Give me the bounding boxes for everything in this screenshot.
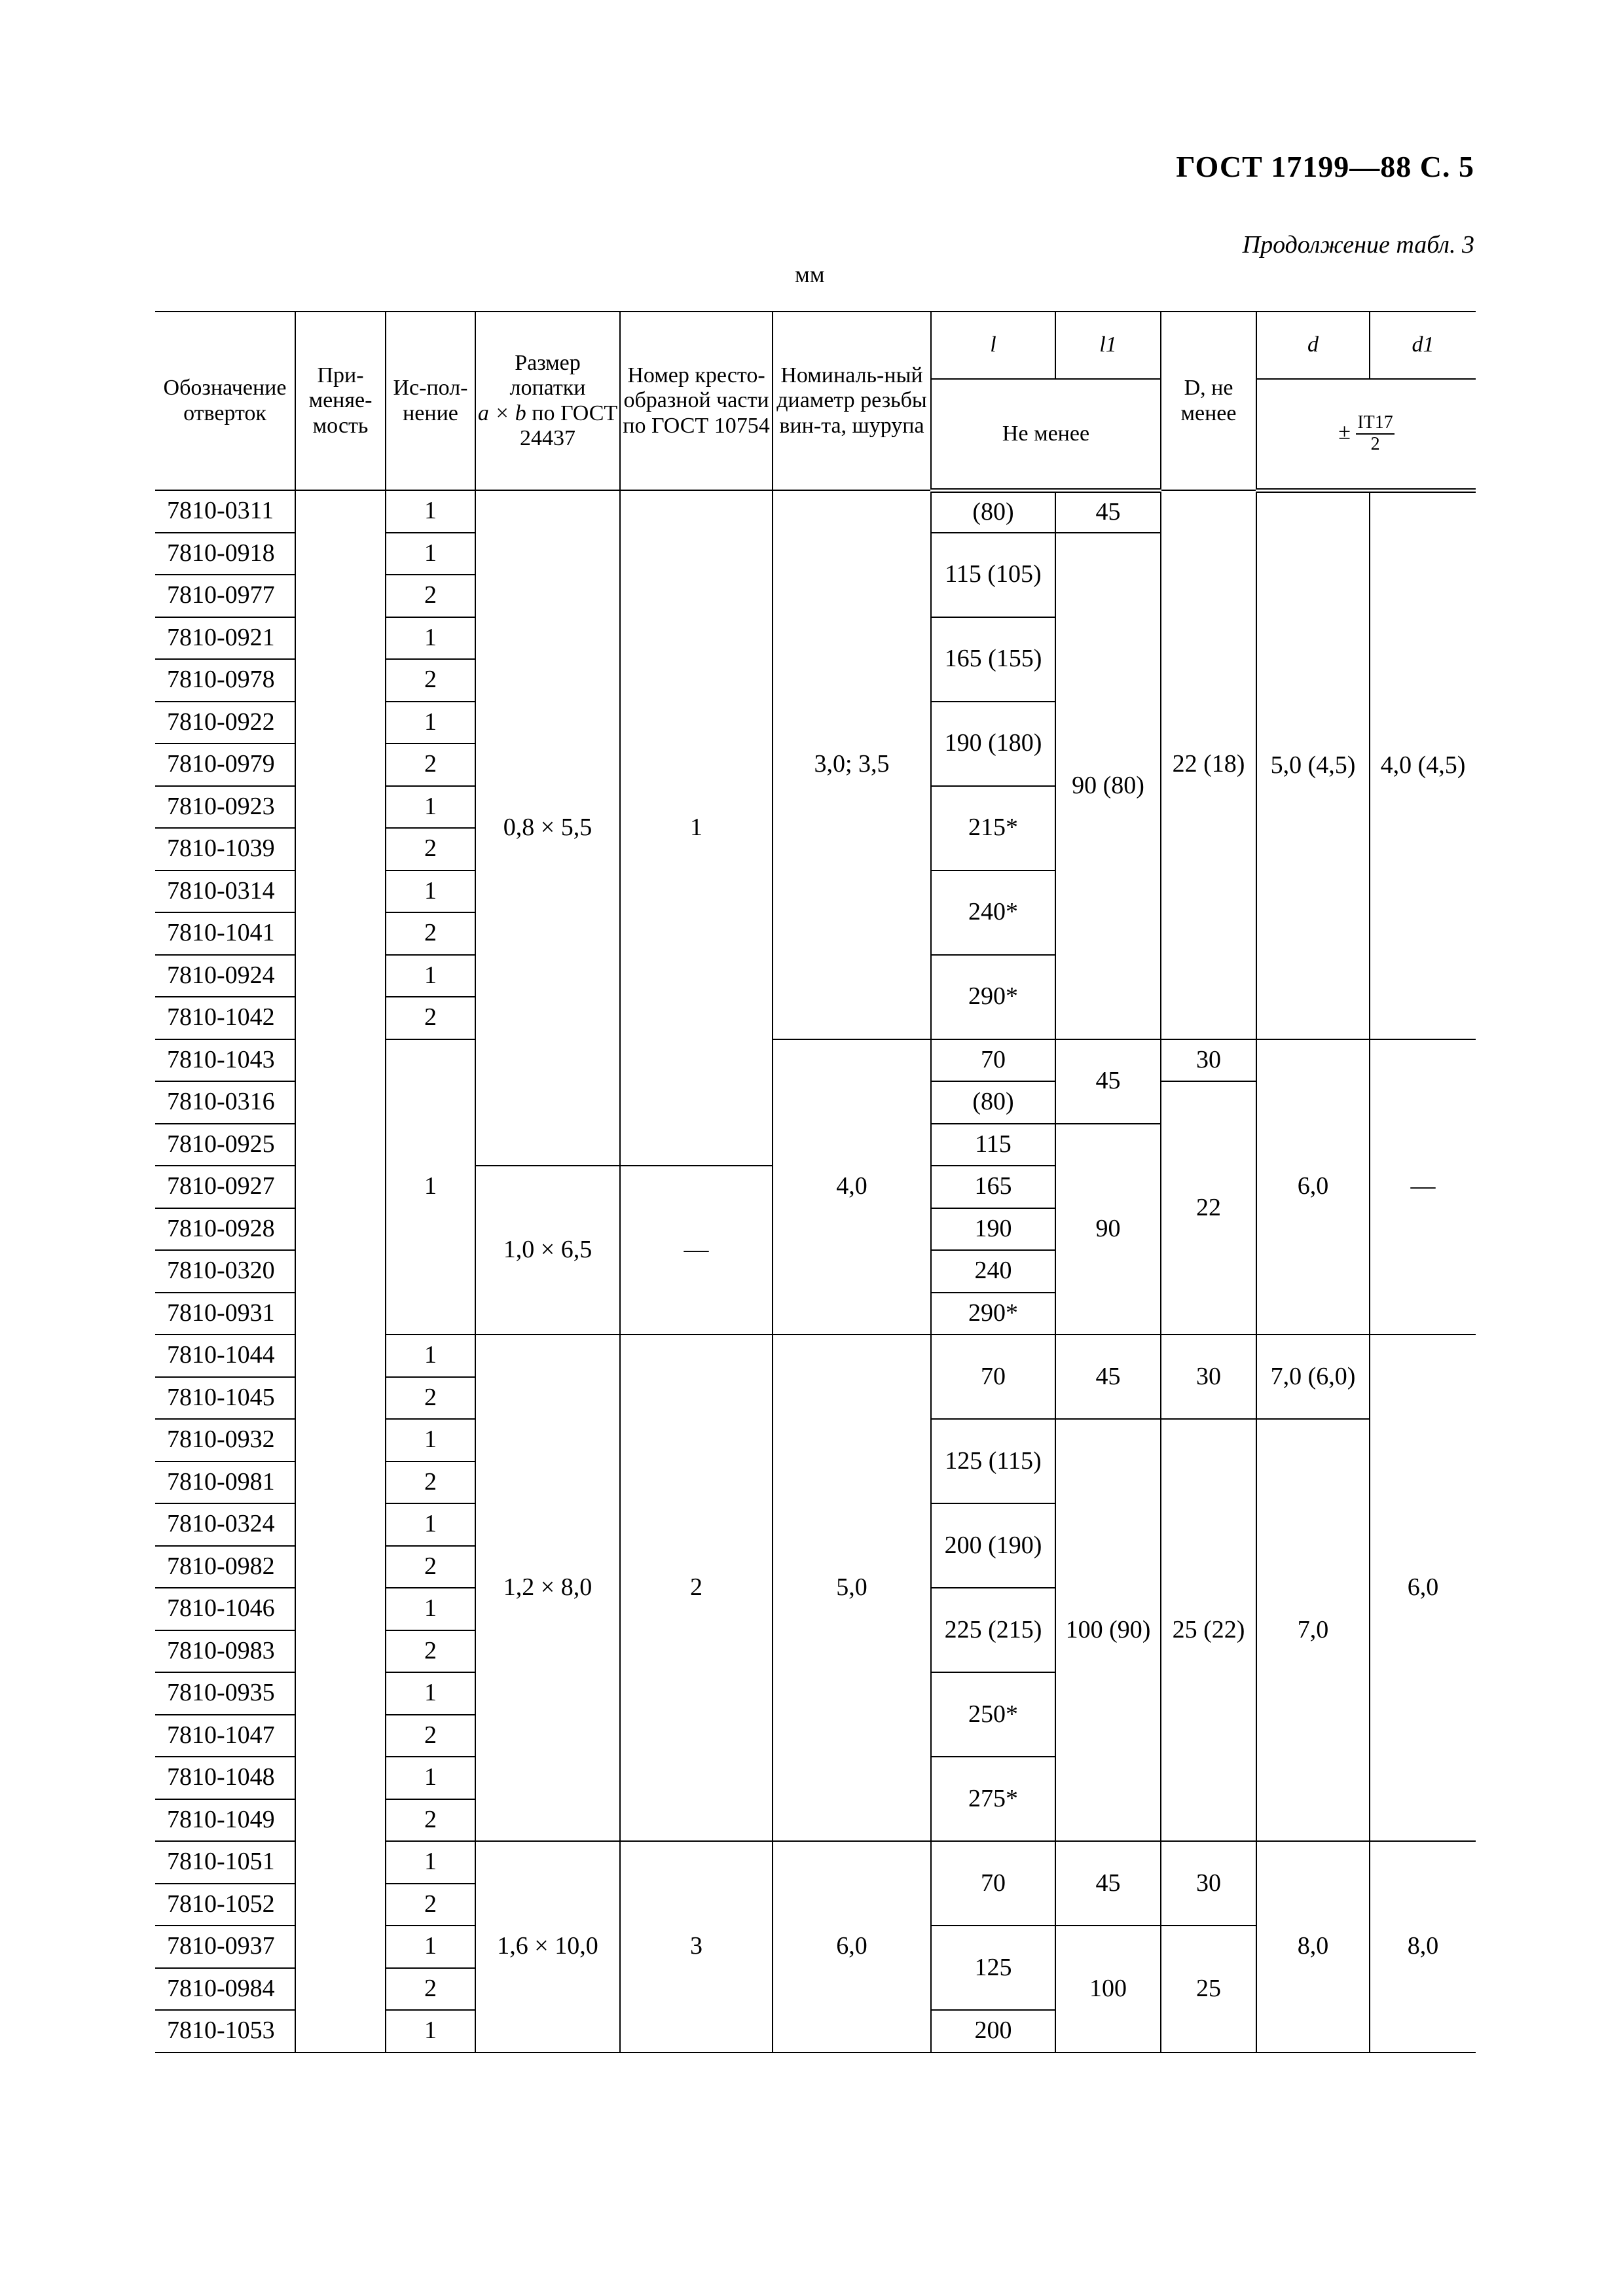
designation-cell: 7810-1053 <box>155 2010 295 2053</box>
table-continuation-label: Продолжение табл. 3 <box>1242 231 1474 259</box>
version-cell: 1 <box>386 1672 475 1715</box>
l-cell: 275* <box>931 1757 1055 1841</box>
version-cell: 2 <box>386 997 475 1039</box>
version-cell: 1 <box>386 617 475 660</box>
D-cell: 30 <box>1161 1335 1256 1419</box>
version-cell: 1 <box>386 1841 475 1884</box>
designation-cell: 7810-0928 <box>155 1208 295 1251</box>
header-blade-size-formula: a × b <box>477 401 526 425</box>
d1-cell: 4,0 (4,5) <box>1370 490 1476 1039</box>
designation-cell: 7810-1047 <box>155 1715 295 1757</box>
version-cell: 1 <box>386 870 475 913</box>
version-cell: 1 <box>386 533 475 575</box>
l-cell: 125 (115) <box>931 1419 1055 1503</box>
thread-diameter-cell: 3,0; 3,5 <box>773 490 931 1039</box>
header-l1: l1 <box>1055 312 1161 379</box>
l-cell: 240 <box>931 1250 1055 1293</box>
designation-cell: 7810-1045 <box>155 1377 295 1420</box>
header-blade-size-standard: по ГОСТ 24437 <box>520 401 618 450</box>
D-cell: 25 <box>1161 1926 1256 2053</box>
unit-label: мм <box>795 261 825 287</box>
designation-cell: 7810-0918 <box>155 533 295 575</box>
tolerance-denominator: 2 <box>1370 433 1380 454</box>
version-cell: 1 <box>386 702 475 744</box>
l-cell: 70 <box>931 1841 1055 1926</box>
cross-number-cell: 3 <box>620 1841 773 2053</box>
l-cell: 200 (190) <box>931 1503 1055 1588</box>
version-cell: 2 <box>386 1715 475 1757</box>
designation-cell: 7810-0921 <box>155 617 295 660</box>
blade-size-cell: 1,6 × 10,0 <box>475 1841 620 2053</box>
version-cell: 2 <box>386 1968 475 2011</box>
designation-cell: 7810-0931 <box>155 1293 295 1335</box>
version-cell: 1 <box>386 1503 475 1546</box>
designation-cell: 7810-1049 <box>155 1799 295 1842</box>
designation-cell: 7810-0982 <box>155 1546 295 1588</box>
version-cell: 2 <box>386 1546 475 1588</box>
header-not-less: Не менее <box>931 379 1161 490</box>
D-cell: 22 (18) <box>1161 490 1256 1039</box>
l-cell: 165 (155) <box>931 617 1055 702</box>
header-applicability: При-меняе-мость <box>295 312 386 490</box>
thread-diameter-cell: 5,0 <box>773 1335 931 1841</box>
l-cell: 290* <box>931 955 1055 1039</box>
designation-cell: 7810-1046 <box>155 1588 295 1630</box>
designation-cell: 7810-0922 <box>155 702 295 744</box>
designation-cell: 7810-1048 <box>155 1757 295 1799</box>
header-version: Ис-пол-нение <box>386 312 475 490</box>
designation-cell: 7810-0983 <box>155 1630 295 1673</box>
l1-cell: 90 <box>1055 1124 1161 1335</box>
designation-cell: 7810-0935 <box>155 1672 295 1715</box>
l1-cell: 45 <box>1055 1335 1161 1419</box>
D-cell: 25 (22) <box>1161 1419 1256 1841</box>
designation-cell: 7810-0311 <box>155 490 295 533</box>
l-cell: 240* <box>931 870 1055 955</box>
designation-cell: 7810-1039 <box>155 828 295 870</box>
header-l: l <box>931 312 1055 379</box>
l-cell: 125 <box>931 1926 1055 2010</box>
designation-cell: 7810-1041 <box>155 912 295 955</box>
l1-cell: 100 (90) <box>1055 1419 1161 1841</box>
version-cell: 1 <box>386 1419 475 1462</box>
designation-cell: 7810-1051 <box>155 1841 295 1884</box>
header-d1: d1 <box>1370 312 1476 379</box>
blade-size-cell: 1,2 × 8,0 <box>475 1335 620 1841</box>
d-cell: 7,0 (6,0) <box>1256 1335 1370 1419</box>
l1-cell: 45 <box>1055 1039 1161 1124</box>
designation-cell: 7810-0316 <box>155 1081 295 1124</box>
d1-cell: 6,0 <box>1370 1335 1476 1841</box>
designation-cell: 7810-0981 <box>155 1462 295 1504</box>
version-cell: 1 <box>386 1926 475 1968</box>
l-cell: 70 <box>931 1039 1055 1082</box>
l-cell: 165 <box>931 1166 1055 1208</box>
l1-cell: 100 <box>1055 1926 1161 2053</box>
tolerance-numerator: IT17 <box>1356 413 1394 435</box>
d1-cell: — <box>1370 1039 1476 1335</box>
cross-number-cell: 1 <box>620 490 773 1166</box>
d-cell: 6,0 <box>1256 1039 1370 1335</box>
version-cell: 2 <box>386 575 475 617</box>
version-cell: 2 <box>386 744 475 786</box>
thread-diameter-cell: 4,0 <box>773 1039 931 1335</box>
l-cell: 190 (180) <box>931 702 1055 786</box>
header-cross-number: Номер кресто-образной части по ГОСТ 10754 <box>620 312 773 490</box>
l1-cell: 45 <box>1055 1841 1161 1926</box>
version-cell: 1 <box>386 2010 475 2053</box>
designation-cell: 7810-1043 <box>155 1039 295 1082</box>
d-cell: 7,0 <box>1256 1419 1370 1841</box>
designation-cell: 7810-0937 <box>155 1926 295 1968</box>
l-cell: 250* <box>931 1672 1055 1757</box>
header-D: D, не менее <box>1161 312 1256 490</box>
header-thread-diameter: Номиналь-ный диаметр резьбы вин-та, шурупа <box>773 312 931 490</box>
d-cell: 8,0 <box>1256 1841 1370 2053</box>
l-cell: 115 (105) <box>931 533 1055 617</box>
applicability-cell <box>295 490 386 2053</box>
cross-number-cell: 2 <box>620 1335 773 1841</box>
l-cell: 190 <box>931 1208 1055 1251</box>
l-cell: 115 <box>931 1124 1055 1166</box>
designation-cell: 7810-0324 <box>155 1503 295 1546</box>
l-cell: 290* <box>931 1293 1055 1335</box>
designation-cell: 7810-0984 <box>155 1968 295 2011</box>
D-cell: 22 <box>1161 1081 1256 1335</box>
header-tolerance <box>1256 379 1476 490</box>
header-blade-size-line1: Размер лопатки <box>509 351 586 401</box>
version-cell: 1 <box>386 1039 475 1335</box>
header-blade-size <box>475 312 620 490</box>
l-cell: 200 <box>931 2010 1055 2053</box>
version-cell: 1 <box>386 1588 475 1630</box>
l1-cell: 90 (80) <box>1055 533 1161 1039</box>
l-cell: 215* <box>931 786 1055 870</box>
blade-size-cell: 1,0 × 6,5 <box>475 1166 620 1335</box>
l1-cell: 45 <box>1055 490 1161 533</box>
version-cell: 2 <box>386 659 475 702</box>
version-cell: 1 <box>386 1757 475 1799</box>
screwdriver-spec-table <box>155 311 1476 2053</box>
l-cell: 70 <box>931 1335 1055 1419</box>
version-cell: 1 <box>386 490 475 533</box>
d1-cell: 8,0 <box>1370 1841 1476 2053</box>
version-cell: 2 <box>386 912 475 955</box>
thread-diameter-cell: 6,0 <box>773 1841 931 2053</box>
designation-cell: 7810-0923 <box>155 786 295 829</box>
version-cell: 2 <box>386 828 475 870</box>
tolerance-sign: ± <box>1338 420 1351 444</box>
l-cell: (80) <box>931 490 1055 533</box>
designation-cell: 7810-0320 <box>155 1250 295 1293</box>
document-header: ГОСТ 17199—88 С. 5 <box>1176 150 1474 183</box>
designation-cell: 7810-0314 <box>155 870 295 913</box>
designation-cell: 7810-0979 <box>155 744 295 786</box>
version-cell: 2 <box>386 1462 475 1504</box>
header-designation: Обозначение отверток <box>155 312 295 490</box>
D-cell: 30 <box>1161 1039 1256 1082</box>
l-cell: (80) <box>931 1081 1055 1124</box>
version-cell: 2 <box>386 1377 475 1420</box>
version-cell: 1 <box>386 955 475 997</box>
version-cell: 1 <box>386 786 475 829</box>
designation-cell: 7810-0927 <box>155 1166 295 1208</box>
d-cell: 5,0 (4,5) <box>1256 490 1370 1039</box>
l-cell: 225 (215) <box>931 1588 1055 1672</box>
version-cell: 1 <box>386 1335 475 1377</box>
designation-cell: 7810-0978 <box>155 659 295 702</box>
designation-cell: 7810-0932 <box>155 1419 295 1462</box>
version-cell: 2 <box>386 1799 475 1842</box>
version-cell: 2 <box>386 1630 475 1673</box>
cross-number-cell: — <box>620 1166 773 1335</box>
designation-cell: 7810-1044 <box>155 1335 295 1377</box>
D-cell: 30 <box>1161 1841 1256 1926</box>
version-cell: 2 <box>386 1884 475 1926</box>
designation-cell: 7810-1042 <box>155 997 295 1039</box>
designation-cell: 7810-0925 <box>155 1124 295 1166</box>
tolerance-fraction <box>1356 413 1394 455</box>
blade-size-cell: 0,8 × 5,5 <box>475 490 620 1166</box>
designation-cell: 7810-1052 <box>155 1884 295 1926</box>
designation-cell: 7810-0977 <box>155 575 295 617</box>
designation-cell: 7810-0924 <box>155 955 295 997</box>
header-d: d <box>1256 312 1370 379</box>
